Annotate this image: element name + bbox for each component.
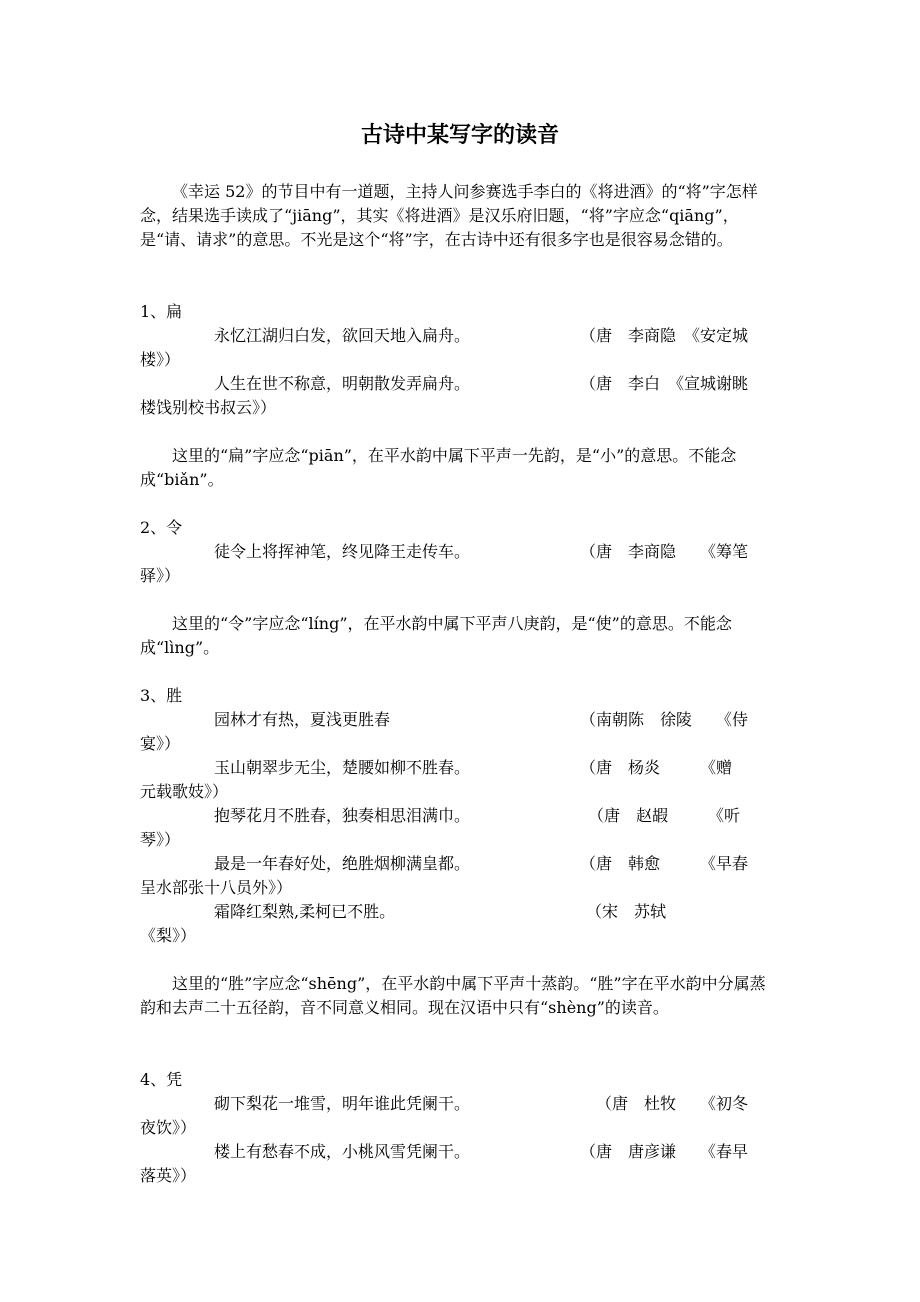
verse-source: （唐 李商隐 《筹笔 <box>580 542 749 561</box>
verse-source-cont: 楼》） <box>140 350 181 369</box>
verse-text: 玉山朝翠步无尘，楚腰如柳不胜春。 <box>214 758 471 777</box>
poem-line <box>140 708 780 732</box>
verse-source-cont: 楼饯别校书叔云》） <box>140 398 277 417</box>
poem-line <box>140 756 780 780</box>
verse-source: （宋 苏轼 <box>586 902 667 921</box>
poem-line <box>140 804 780 828</box>
verse-source-cont: 落英》） <box>140 1166 197 1185</box>
verse-source-cont: 呈水部张十八员外》） <box>140 878 293 897</box>
verse-source: （唐 李商隐 《安定城 <box>580 326 749 345</box>
poem-line <box>140 372 780 396</box>
poem-line <box>140 540 780 564</box>
poem-line <box>140 900 780 924</box>
verse-source-cont: 驿》） <box>140 566 181 585</box>
verse-text: 徒令上将挥神笔，终见降王走传车。 <box>214 542 471 561</box>
verse-text: 人生在世不称意，明朝散发弄扁舟。 <box>214 374 471 393</box>
verse-text: 霜降红梨熟,柔柯已不胜。 <box>214 902 396 921</box>
poem-line <box>140 324 780 348</box>
verse-text: 园林才有热，夏浅更胜春 <box>214 710 391 729</box>
verse-text: 砌下梨花一堆雪，明年谁此凭阑干。 <box>214 1094 471 1113</box>
verse-source-cont: 宴》） <box>140 734 181 753</box>
verse-source: （南朝陈 徐陵 《侍 <box>580 710 749 729</box>
verse-text: 永忆江湖归白发，欲回天地入扁舟。 <box>214 326 471 345</box>
verse-source: （唐 赵嘏 《听 <box>588 806 741 825</box>
document-title: 古诗中某写字的读音 <box>360 123 559 148</box>
verse-source: （唐 杜牧 《初冬 <box>596 1094 749 1113</box>
section-heading-2: 2、令 <box>140 518 183 537</box>
poem-line <box>140 1092 780 1116</box>
verse-source: （唐 杨炎 《赠 <box>580 758 733 777</box>
section-note-1: 这里的“扁”字应念“piān”，在平水韵中属下平声一先韵，是“小”的意思。不能念成“biǎn”。 <box>140 446 737 489</box>
verse-text: 抱琴花月不胜春，独奏相思泪满巾。 <box>214 806 471 825</box>
verse-source-cont: 《梨》） <box>140 926 197 945</box>
verse-source-cont: 夜饮》） <box>140 1118 197 1137</box>
verse-source-cont: 琴》） <box>140 830 181 849</box>
section-note-2: 这里的“令”字应念“líng”，在平水韵中属下平声八庚韵，是“使”的意思。不能念成“lìng”。 <box>140 614 732 657</box>
verse-source: （唐 韩愈 《早春 <box>580 854 749 873</box>
verse-text: 楼上有愁春不成，小桃风雪凭阑干。 <box>214 1142 471 1161</box>
section-heading-3: 3、胜 <box>140 686 183 705</box>
intro-paragraph: 《幸运 52》的节目中有一道题，主持人问参赛选手李白的《将进酒》的“将”字怎样念，结果选手读成了“jiāng”，其实《将进酒》是汉乐府旧题，“将”字应念“qiāng”，是“请、请求”的意思。不光是这个“将”字，在古诗中还有很多字也是很容易念错的。 <box>140 182 758 249</box>
verse-source: （唐 唐彦谦 《春早 <box>580 1142 749 1161</box>
section-note-3: 这里的“胜”字应念“shēng”，在平水韵中属下平声十蒸韵。“胜”字在平水韵中分属蒸韵和去声二十五径韵，音不同意义相同。现在汉语中只有“shèng”的读音。 <box>140 974 766 1017</box>
verse-text: 最是一年春好处，绝胜烟柳满皇都。 <box>214 854 471 873</box>
poem-line <box>140 1140 780 1164</box>
poem-line <box>140 852 780 876</box>
section-heading-1: 1、扁 <box>140 302 183 321</box>
verse-source-cont: 元载歌妓》） <box>140 782 229 801</box>
section-heading-4: 4、凭 <box>140 1070 183 1089</box>
verse-source: （唐 李白 《宣城谢眺 <box>580 374 749 393</box>
